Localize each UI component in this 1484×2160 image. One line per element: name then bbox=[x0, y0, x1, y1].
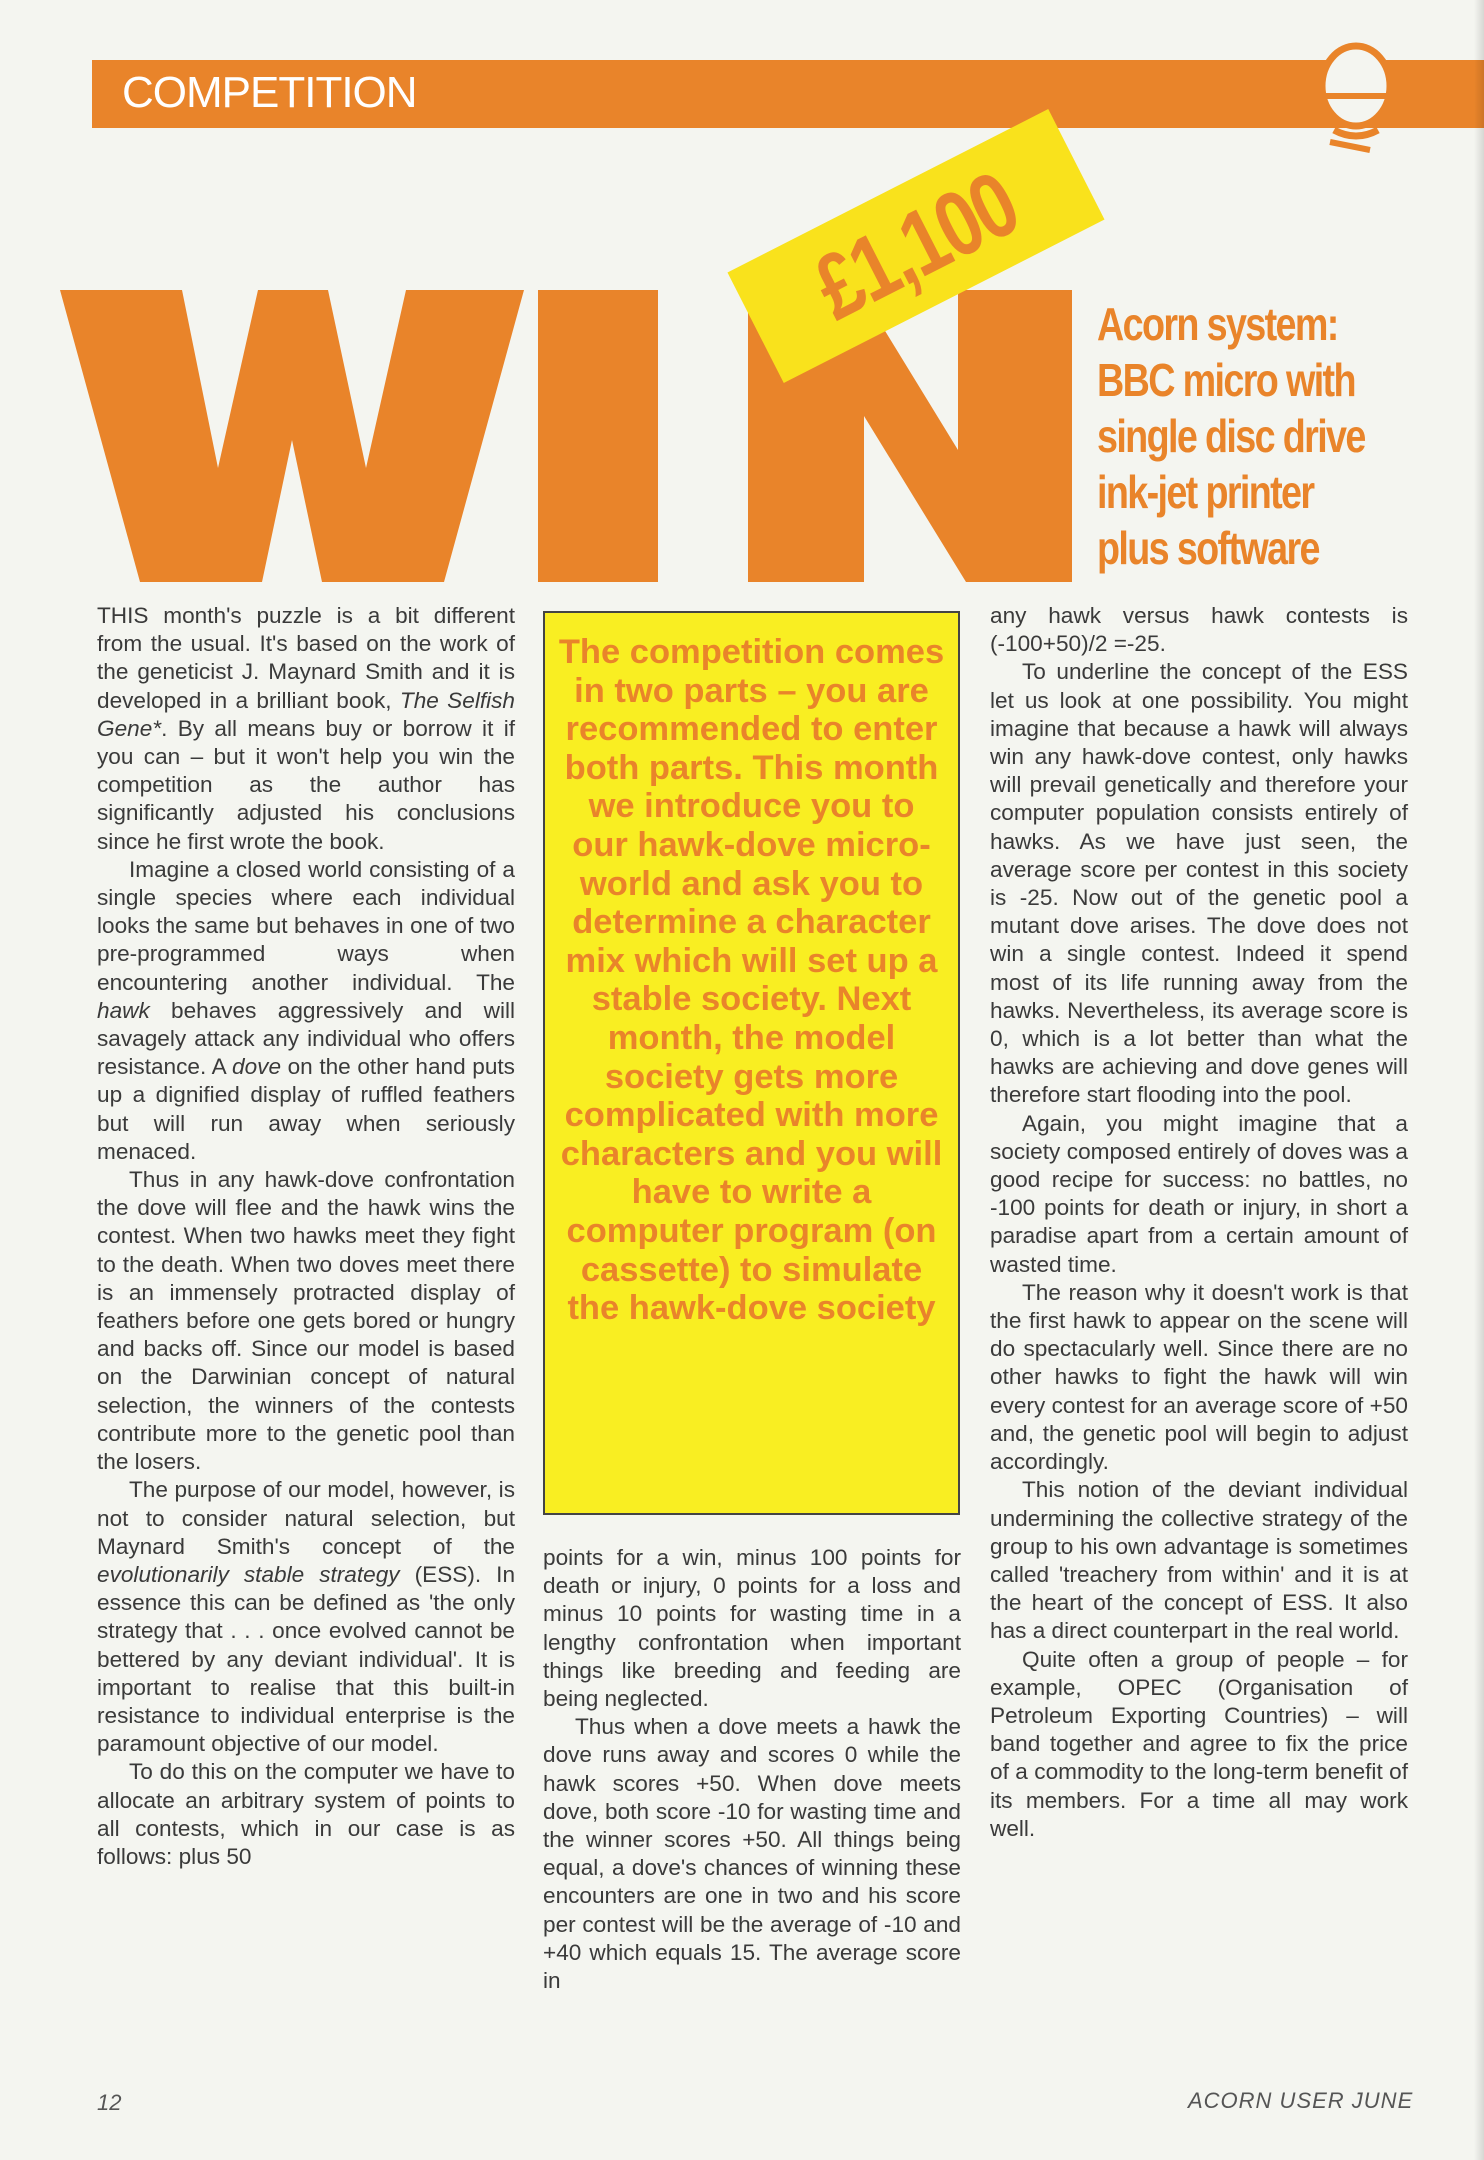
text-run: Imagine a closed world consisting of a single species where each individual looks the same but behaves in one of two pre-programmed ways when encountering another individual. The bbox=[97, 856, 515, 995]
headline-letter-i bbox=[538, 290, 658, 582]
paragraph: Again, you might imagine that a society composed entirely of doves was a good recipe for success: no battles, no -100 points for death or injury, in short a paradise apart from a certain amount of wasted time. bbox=[990, 1110, 1408, 1277]
highlight-text: The competition comes in two parts – you are recommended to enter both parts. This month we introduce you to our hawk-dove micro-world and ask you to determine a character mix which will set up a stable society. Next month, the model society gets more complicated with more characters and you will have to write a computer program (on cassette) to simulate the hawk-dove society bbox=[558, 633, 945, 1328]
paragraph: Quite often a group of people – for example, OPEC (Organisation of Petroleum Exporting Countries) – will band together and agree to fix the price of a commodity to the long-term benefit of its members. For a time all may work well. bbox=[990, 1646, 1408, 1841]
paragraph: Thus in any hawk-dove confrontation the dove will flee and the hawk wins the contest. When two hawks meet they fight to the death. When two doves meet there is an immensely protracted display of feathers before one gets bored or hungry and backs off. Since our model is based on the Darwinian concept of natural selection, the winners of the contests contribute more to the genetic pool than the losers. bbox=[97, 1167, 515, 1475]
article-column-3 bbox=[990, 602, 1408, 1843]
emphasis: hawk bbox=[97, 997, 150, 1023]
article-column-1 bbox=[97, 602, 515, 1871]
prize-description bbox=[1097, 296, 1477, 576]
prize-amount: £1,100 bbox=[798, 152, 1033, 339]
text-run: on the other hand puts up a dignified display of ruffled feathers but will run away when seriously menaced. bbox=[97, 1054, 515, 1164]
win-headline bbox=[60, 282, 1100, 582]
egg-cup-logo-icon bbox=[1310, 38, 1402, 154]
paragraph bbox=[97, 602, 515, 856]
text-run: THIS month's puzzle is a bit different from the usual. It's based on the work of the geneticist J. Maynard Smith and it is developed in a brilliant book, bbox=[97, 603, 515, 713]
text-run: behaves aggressively and will savagely attack any individual who offers resistance. A bbox=[97, 997, 515, 1080]
paragraph: points for a win, minus 100 points for death or injury, 0 points for a loss and minus 10 points for wasting time in a lengthy confrontation when important things like breeding and feeding are being neglected. bbox=[543, 1545, 961, 1712]
book-title: The Selfish Gene* bbox=[97, 687, 515, 741]
paragraph: The reason why it doesn't work is that the first hawk to appear on the scene will do spectacularly well. Since there are no other hawks to fight the hawk will win every contest for an average score of +50 and, the genetic pool will begin to adjust accordingly. bbox=[990, 1279, 1408, 1475]
headline-letter-w bbox=[60, 290, 524, 582]
paragraph: Thus when a dove meets a hawk the dove runs away and scores 0 while the hawk scores +50. When dove meets dove, both score -10 for wasting time and the winner scores +50. All things being equal, a dove's chances of winning these encounters are one in two and his score per contest will be the average of -10 and +40 which equals 15. The average score in bbox=[543, 1714, 961, 1994]
text-run: (ESS). In essence this can be defined as 'the only strategy that . . . once evolved cannot be bettered by any deviant individual'. It is important to realise that this built-in resistance to individual enterprise is the paramount objective of our model. bbox=[97, 1561, 516, 1757]
magazine-footer: ACORN USER JUNE bbox=[1188, 2088, 1414, 2113]
paragraph: To underline the concept of the ESS let us look at one possibility. You might imagine that because a hawk will always win any hawk-dove contest, only hawks will prevail genetically and therefore your computer population consists entirely of hawks. As we have just seen, the average score per contest in this society is -25. Now out of the genetic pool a mutant dove arises. The dove does not win a single contest. Indeed it spend most of its life running away from the hawks. Nevertheless, its average score is 0, which is a lot better than what the hawks are achieving and dove genes will therefore start flooding into the pool. bbox=[990, 659, 1408, 1108]
prize-line: ink-jet printer bbox=[1097, 466, 1314, 518]
text-run: . By all means buy or borrow it if you can – but it won't help you win the competition as the author has significantly adjusted his conclusions since he first wrote the book. bbox=[97, 715, 515, 854]
text-run: The purpose of our model, however, is not to consider natural selection, but Maynard Smith's concept of the bbox=[97, 1477, 515, 1559]
prize-line: plus software bbox=[1097, 522, 1319, 574]
emphasis: evolutionarily stable strategy bbox=[97, 1561, 400, 1587]
paragraph: To do this on the computer we have to allocate an arbitrary system of points to all contests, which in our case is as follows: plus 50 bbox=[97, 1759, 515, 1869]
page-edge-shadow bbox=[1474, 0, 1484, 2160]
prize-line: Acorn system: bbox=[1097, 298, 1338, 350]
section-header-bar bbox=[92, 60, 1484, 128]
prize-line: BBC micro with bbox=[1097, 354, 1355, 406]
section-label: COMPETITION bbox=[122, 68, 417, 117]
page-number: 12 bbox=[97, 2090, 122, 2115]
prize-line: single disc drive bbox=[1097, 410, 1365, 462]
paragraph: This notion of the deviant individual undermining the collective strategy of the group to his own advantage is sometimes called 'treachery from within' and it is at the heart of the concept of ESS. It also has a direct counterpart in the real world. bbox=[990, 1477, 1408, 1644]
paragraph bbox=[97, 1476, 515, 1758]
emphasis: dove bbox=[232, 1054, 282, 1080]
paragraph: any hawk versus hawk contests is (-100+50)/2 =-25. bbox=[990, 603, 1408, 657]
highlight-box bbox=[543, 611, 960, 1515]
article-column-2 bbox=[543, 1544, 961, 1995]
paragraph bbox=[97, 856, 515, 1166]
